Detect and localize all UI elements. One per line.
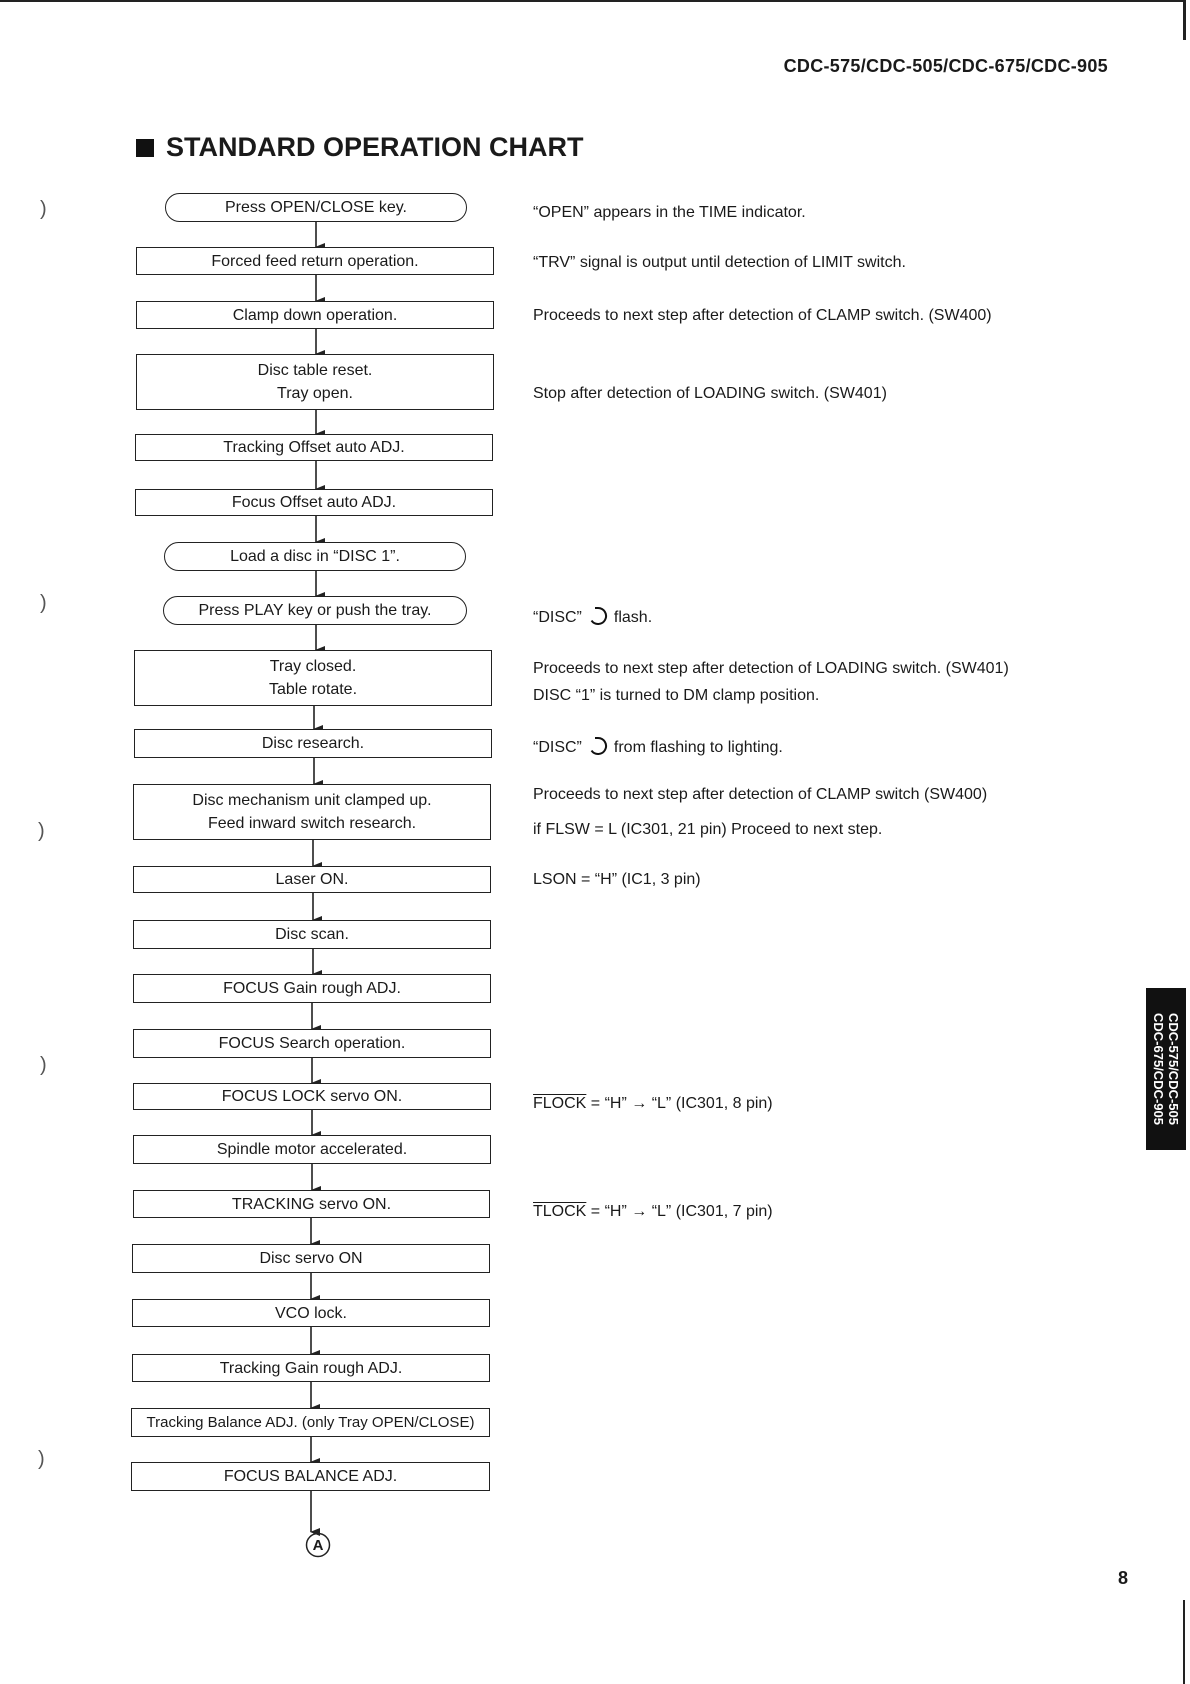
flow-step-text: FOCUS Gain rough ADJ. bbox=[223, 980, 401, 997]
page-title-text: STANDARD OPERATION CHART bbox=[166, 132, 584, 162]
flow-step-disc-mechanism-clamped bbox=[133, 784, 491, 840]
note-open-indicator: “OPEN” appears in the TIME indicator. bbox=[533, 204, 806, 221]
flow-step-tracking-balance-adj bbox=[131, 1408, 490, 1437]
flow-step-text: VCO lock. bbox=[274, 1304, 347, 1322]
flow-step-text: Tracking Gain rough ADJ. bbox=[219, 1359, 403, 1377]
flow-step-text: Load a disc in “DISC 1”. bbox=[230, 548, 400, 565]
note-disc-lighting bbox=[533, 730, 783, 766]
note-tlock bbox=[533, 1194, 773, 1230]
note-trv-signal: “TRV” signal is output until detection of LIMIT switch. bbox=[533, 254, 906, 271]
connector-label: A bbox=[312, 1536, 324, 1554]
flow-step-focus-balance-adj bbox=[131, 1462, 490, 1491]
flow-step-text: Disc table reset. bbox=[257, 362, 373, 379]
note-text: “DISC” bbox=[533, 739, 582, 756]
flow-step-text: Press PLAY key or push the tray. bbox=[198, 602, 432, 619]
note-flock bbox=[533, 1086, 773, 1122]
note-flsw: if FLSW = L (IC301, 21 pin) Proceed to next step. bbox=[533, 821, 883, 838]
flow-step-forced-feed-return bbox=[136, 247, 494, 275]
flow-step-focus-gain-rough-adj bbox=[133, 974, 491, 1003]
flow-step-tracking-offset-adj bbox=[135, 434, 493, 461]
off-page-connector bbox=[305, 1532, 331, 1558]
flow-step-text: Tray closed. bbox=[269, 658, 357, 675]
margin-mark: ) bbox=[40, 198, 47, 220]
top-rule bbox=[0, 0, 1186, 2]
flow-step-text: Tracking Balance ADJ. (only Tray OPEN/CLOSE) bbox=[146, 1414, 475, 1431]
flow-step-tray-closed bbox=[134, 650, 492, 706]
flow-step-text: Tray open. bbox=[277, 385, 353, 402]
flow-step-text: TRACKING servo ON. bbox=[231, 1195, 392, 1213]
model-header: CDC-575/CDC-505/CDC-675/CDC-905 bbox=[783, 56, 1108, 76]
page-number: 8 bbox=[1118, 1568, 1129, 1588]
flow-step-load-disc bbox=[164, 542, 466, 571]
flow-step-text: FOCUS BALANCE ADJ. bbox=[223, 1468, 398, 1485]
flow-step-focus-lock-servo bbox=[133, 1083, 491, 1110]
note-disc-flash bbox=[533, 600, 652, 636]
note-text: = “H” → “L” (IC301, 7 pin) bbox=[590, 1203, 773, 1220]
flow-step-text: Focus Offset auto ADJ. bbox=[231, 494, 397, 511]
flow-step-text: Forced feed return operation. bbox=[211, 252, 419, 270]
page-edge-mark bbox=[1183, 1600, 1185, 1684]
flow-step-text: Clamp down operation. bbox=[232, 306, 398, 324]
margin-mark: ) bbox=[38, 820, 45, 842]
flow-step-text: Disc research. bbox=[261, 735, 365, 752]
flow-step-tracking-servo bbox=[133, 1190, 490, 1218]
disc-rotation-icon bbox=[588, 736, 608, 756]
flow-step-disc-scan bbox=[133, 920, 491, 949]
side-tab-text bbox=[1151, 1013, 1181, 1125]
flow-step-tracking-gain-rough-adj bbox=[132, 1354, 490, 1382]
note-clamp-switch: Proceeds to next step after detection of CLAMP switch. (SW400) bbox=[533, 307, 992, 324]
flow-step-text: FOCUS LOCK servo ON. bbox=[221, 1088, 403, 1105]
note-text: “DISC” bbox=[533, 609, 582, 626]
note-signal-tlock: TLOCK bbox=[533, 1203, 587, 1220]
flow-step-text: FOCUS Search operation. bbox=[218, 1035, 406, 1052]
flow-step-disc-servo bbox=[132, 1244, 490, 1273]
flow-step-text: Laser ON. bbox=[275, 871, 349, 888]
side-tab bbox=[1146, 988, 1186, 1150]
flow-step-disc-table-reset bbox=[136, 354, 494, 410]
note-loading-switch-proceed: Proceeds to next step after detection of LOADING switch. (SW401) bbox=[533, 660, 1009, 677]
note-text: from flashing to lighting. bbox=[613, 739, 783, 756]
flow-step-clamp-down bbox=[136, 301, 494, 329]
flow-step-laser-on bbox=[133, 866, 491, 893]
flow-step-text: Press OPEN/CLOSE key. bbox=[225, 199, 407, 216]
flow-step-text: Tracking Offset auto ADJ. bbox=[223, 439, 405, 456]
flow-step-text: Feed inward switch research. bbox=[207, 815, 417, 832]
flow-step-disc-research bbox=[134, 729, 492, 758]
note-signal-flock: FLOCK bbox=[533, 1095, 587, 1112]
side-tab-line: CDC-675/CDC-905 bbox=[1151, 1013, 1166, 1125]
note-text: flash. bbox=[613, 609, 653, 626]
flow-step-press-play bbox=[163, 596, 467, 625]
page-title bbox=[136, 132, 584, 163]
disc-rotation-icon bbox=[588, 606, 608, 626]
margin-mark: ) bbox=[38, 1448, 45, 1470]
note-text: = “H” → “L” (IC301, 8 pin) bbox=[590, 1095, 773, 1112]
side-tab-line: CDC-575/CDC-505 bbox=[1166, 1013, 1181, 1125]
flow-step-text: Disc servo ON bbox=[259, 1250, 363, 1267]
flow-step-vco-lock bbox=[132, 1299, 490, 1327]
margin-mark: ) bbox=[40, 1054, 47, 1076]
flow-step-text: Spindle motor accelerated. bbox=[216, 1141, 408, 1158]
note-clamp-switch-sw400: Proceeds to next step after detection of CLAMP switch (SW400) bbox=[533, 786, 988, 803]
bullet-square-icon bbox=[136, 139, 154, 157]
page-edge-mark bbox=[1183, 0, 1186, 40]
flow-step-focus-search bbox=[133, 1029, 491, 1058]
margin-mark: ) bbox=[40, 592, 47, 614]
flow-step-focus-offset-adj bbox=[135, 489, 493, 516]
flow-step-press-open-close bbox=[165, 193, 467, 222]
note-dm-clamp-position: DISC “1” is turned to DM clamp position. bbox=[533, 687, 820, 704]
note-lson: LSON = “H” (IC1, 3 pin) bbox=[533, 871, 701, 888]
note-loading-switch-stop: Stop after detection of LOADING switch. (SW401) bbox=[533, 385, 887, 402]
flow-step-text: Disc mechanism unit clamped up. bbox=[192, 792, 432, 809]
flow-step-spindle-motor bbox=[133, 1135, 491, 1164]
flow-step-text: Table rotate. bbox=[268, 681, 358, 698]
flow-step-text: Disc scan. bbox=[275, 926, 349, 943]
